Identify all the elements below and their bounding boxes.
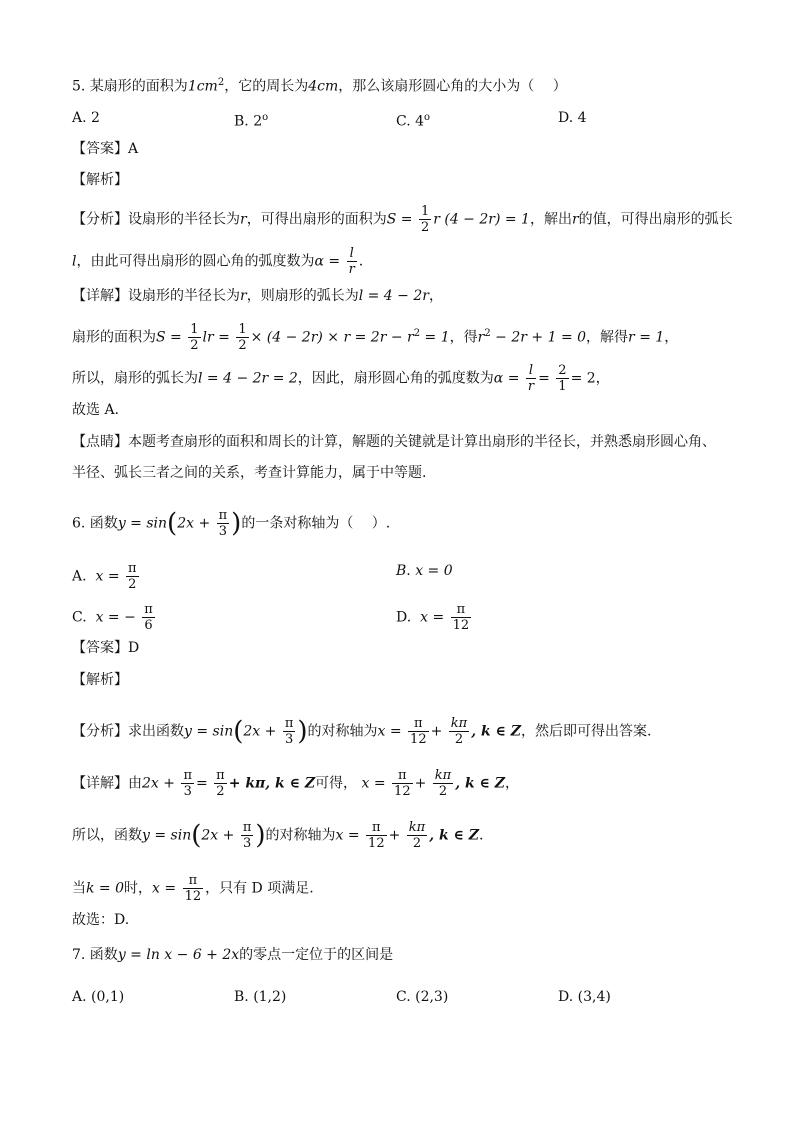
- q5-xiangjie-line1: 【详解】设扇形的半径长为r，则扇形的弧长为l = 4 − 2r，: [72, 288, 443, 304]
- fraction-pi-over-3: $\frac{\pi}{3}$: [183, 768, 192, 799]
- q5-option-a: A. 2: [72, 110, 100, 126]
- fraction-l-over-r: $\frac{l}{r}$: [348, 246, 355, 277]
- q6-option-b: B. x = 0: [396, 563, 453, 579]
- q5-option-c: C. 4$^o$: [396, 112, 431, 130]
- fraction-kpi-over-2: $\frac{k\pi}{2}$: [408, 820, 426, 851]
- fraction-one-half: $\frac{1}{2}$: [420, 204, 430, 235]
- q7-option-a: A. (0,1): [72, 989, 125, 1005]
- q5-analysis-heading: 【解析】: [72, 172, 128, 188]
- fraction-pi-over-3: $\frac{\pi}{3}$: [284, 716, 294, 747]
- q6-xiangjie-line3: 当k = 0时，x = $\frac{\pi}{12}$ ，只有 D 项满足.: [72, 873, 314, 904]
- fraction-one-half: $\frac{1}{2}$: [190, 322, 199, 353]
- q7-stem: 7. 函数y = ln x − 6 + 2x的零点一定位于的区间是: [72, 947, 394, 963]
- q5-xiangjie-line3: 所以，扇形的弧长为l = 4 − 2r = 2，因此，扇形圆心角的弧度数为α = $\frac{l}{r}$ = $\frac{2}{1}$ = 2，: [72, 363, 610, 394]
- q6-stem: 6. 函数y = sin(2x + $\frac{\pi}{3}$ )的一条对称轴为（ ）.: [72, 508, 391, 539]
- fraction-two-over-one: $\frac{2}{1}$: [558, 363, 567, 394]
- fraction-pi-over-3: $\frac{\pi}{3}$: [218, 508, 228, 539]
- fraction-pi-over-12: $\frac{\pi}{12}$: [394, 768, 411, 799]
- q5-option-d: D. 4: [558, 110, 587, 126]
- fraction-pi-over-12: $\frac{\pi}{12}$: [452, 602, 470, 633]
- q7-option-d: D. (3,4): [558, 989, 611, 1005]
- fraction-one-half: $\frac{1}{2}$: [238, 322, 247, 353]
- fraction-pi-over-12: $\frac{\pi}{12}$: [368, 820, 385, 851]
- fraction-pi-over-2: $\frac{\pi}{2}$: [216, 768, 225, 799]
- q5-fenxi-line1: 【分析】设扇形的半径长为r，可得出扇形的面积为S = $\frac{1}{2}$ r (4 − 2r) = 1，解出r的值，可得出扇形的弧长: [72, 204, 733, 235]
- q5-fenxi-line2: l，由此可得出扇形的圆心角的弧度数为α = $\frac{l}{r}$ .: [72, 246, 364, 277]
- q7-option-c: C. (2,3): [396, 989, 449, 1005]
- q6-option-d: D. x = $\frac{\pi}{12}$: [396, 602, 470, 633]
- fraction-pi-over-3: $\frac{\pi}{3}$: [242, 820, 252, 851]
- q5-stem: 5. 某扇形的面积为$1cm^2$，它的周长为4cm，那么该扇形圆心角的大小为（ ）: [72, 77, 567, 95]
- fraction-pi-over-12: $\frac{\pi}{12}$: [184, 873, 202, 904]
- q5-answer: 【答案】A: [72, 141, 139, 157]
- q5-dianjing-line1: 【点睛】本题考查扇形的面积和周长的计算，解题的关键就是计算出扇形的半径长，并熟悉扇形圆心角、: [72, 434, 716, 450]
- q6-xiangjie-line2: 所以，函数y = sin(2x + $\frac{\pi}{3}$ )的对称轴为x = $\frac{\pi}{12}$ + $\frac{k\pi}{2}$ , k ∈ Z.: [72, 820, 484, 851]
- q7-option-b: B. (1,2): [234, 989, 287, 1005]
- fraction-pi-over-6: $\frac{\pi}{6}$: [144, 602, 153, 633]
- q6-analysis-heading: 【解析】: [72, 672, 128, 688]
- q6-xiangjie-line1: 【详解】由2x + $\frac{\pi}{3}$ = $\frac{\pi}{2}$ + kπ, k ∈ Z可得， x = $\frac{\pi}{12}$ + $\frac{k\pi}{2}$ , k ∈ Z，: [72, 768, 519, 799]
- q5-dianjing-line2: 半径、弧长三者之间的关系，考查计算能力，属于中等题.: [72, 465, 427, 481]
- q5-xiangjie-line2: 扇形的面积为S = $\frac{1}{2}$ lr = $\frac{1}{2}$ × $(4 - 2r) \times r = 2r - r^2 = 1$，得$r^2 - 2r + 1 = 0$，解得r = 1，: [72, 322, 679, 353]
- fraction-l-over-r: $\frac{l}{r}$: [527, 363, 535, 394]
- q5-option-b: B. 2$^o$: [234, 112, 269, 130]
- q6-fenxi: 【分析】求出函数y = sin(2x + $\frac{\pi}{3}$ )的对称轴为x = $\frac{\pi}{12}$ + $\frac{k\pi}{2}$ , k ∈ Z，然后即可得出答案.: [72, 716, 652, 747]
- fraction-pi-over-12: $\frac{\pi}{12}$: [410, 716, 427, 747]
- q5-conclusion: 故选 A.: [72, 402, 120, 418]
- q6-option-a: A. x = $\frac{\pi}{2}$: [72, 561, 137, 592]
- q6-answer: 【答案】D: [72, 640, 140, 656]
- q6-option-c: C. x = − $\frac{\pi}{6}$: [72, 602, 153, 633]
- fraction-kpi-over-2: $\frac{k\pi}{2}$: [434, 768, 452, 799]
- q6-conclusion: 故选：D.: [72, 912, 130, 928]
- fraction-pi-over-2: $\frac{\pi}{2}$: [128, 561, 137, 592]
- fraction-kpi-over-2: $\frac{k\pi}{2}$: [450, 716, 468, 747]
